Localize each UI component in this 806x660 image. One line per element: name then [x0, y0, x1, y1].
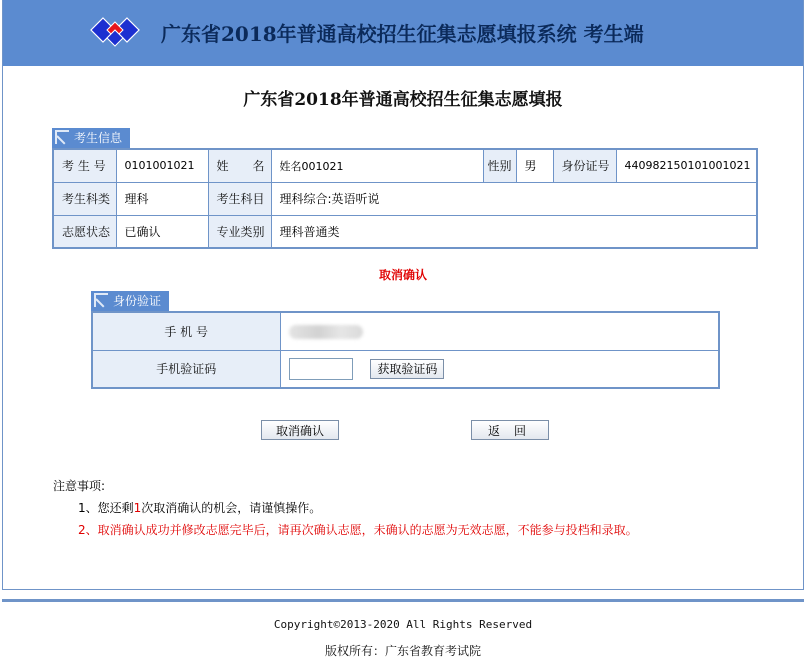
student-info-table: [52, 148, 758, 249]
notes-title: 注意事项:: [53, 479, 106, 493]
note1-prefix: 1、您还剩: [78, 501, 134, 515]
blue-red-diamond-logo-icon: [89, 14, 141, 50]
code-input-cell: [280, 350, 719, 388]
return-button[interactable]: 返回: [471, 420, 549, 440]
name-value: 姓名001021: [271, 149, 483, 182]
system-title: 广东省2018年普通高校招生征集志愿填报系统 考生端: [161, 22, 644, 46]
table-row: [92, 312, 719, 350]
note-item: [78, 499, 321, 516]
id-no-value: 440982150101001021: [616, 149, 757, 182]
code-label: 手机验证码: [92, 350, 280, 388]
student-no-value: 0101001021: [116, 149, 208, 182]
copyright-text: Copyright©2013-2020 All Rights Reserved: [273, 618, 533, 631]
phone-value-cell: [280, 312, 719, 350]
gender-label: 性别: [483, 149, 516, 182]
verification-tab-label: 身份验证: [113, 294, 162, 308]
cancel-confirm-button[interactable]: 取消确认: [261, 420, 339, 440]
owner-text: 版权所有：广东省教育考试院: [324, 644, 481, 658]
header-banner: [3, 0, 803, 66]
note-item: 2、取消确认成功并修改志愿完毕后，请再次确认志愿，未确认的志愿为无效志愿，不能参与投档和录取。: [78, 523, 638, 537]
cancel-confirm-heading: 取消确认: [378, 268, 427, 282]
verification-code-input[interactable]: [289, 358, 353, 380]
corner-arrow-icon: [94, 293, 106, 305]
table-row: [92, 350, 719, 388]
id-no-label: 身份证号: [553, 149, 616, 182]
remaining-count: 1: [133, 501, 142, 515]
page-title: 广东省2018年普通高校招生征集志愿填报: [243, 90, 563, 110]
student-no-label: 考 生 号: [53, 149, 116, 182]
major-type-label: 专业类别: [208, 215, 271, 248]
table-row: [53, 215, 757, 248]
category-label: 考生科类: [53, 182, 116, 215]
note1-suffix: 次取消确认的机会，请谨慎操作。: [141, 501, 322, 515]
get-code-button[interactable]: 获取验证码: [370, 359, 444, 379]
phone-label: 手 机 号: [92, 312, 280, 350]
phone-number-blurred: [289, 325, 363, 339]
category-value: 理科: [116, 182, 208, 215]
corner-arrow-icon: [55, 130, 67, 142]
status-value: 已确认: [116, 215, 208, 248]
verification-table: [91, 311, 720, 389]
table-row: [53, 149, 757, 182]
major-type-value: 理科普通类: [271, 215, 757, 248]
table-row: [53, 182, 757, 215]
status-label: 志愿状态: [53, 215, 116, 248]
student-info-tab-label: 考生信息: [74, 131, 123, 145]
name-label: 姓 名: [208, 149, 271, 182]
subjects-value: 理科综合:英语听说: [271, 182, 757, 215]
footer-divider: [2, 599, 804, 602]
subjects-label: 考生科目: [208, 182, 271, 215]
verification-tab: [91, 291, 169, 311]
gender-value: 男: [516, 149, 553, 182]
student-info-tab: [52, 128, 130, 148]
